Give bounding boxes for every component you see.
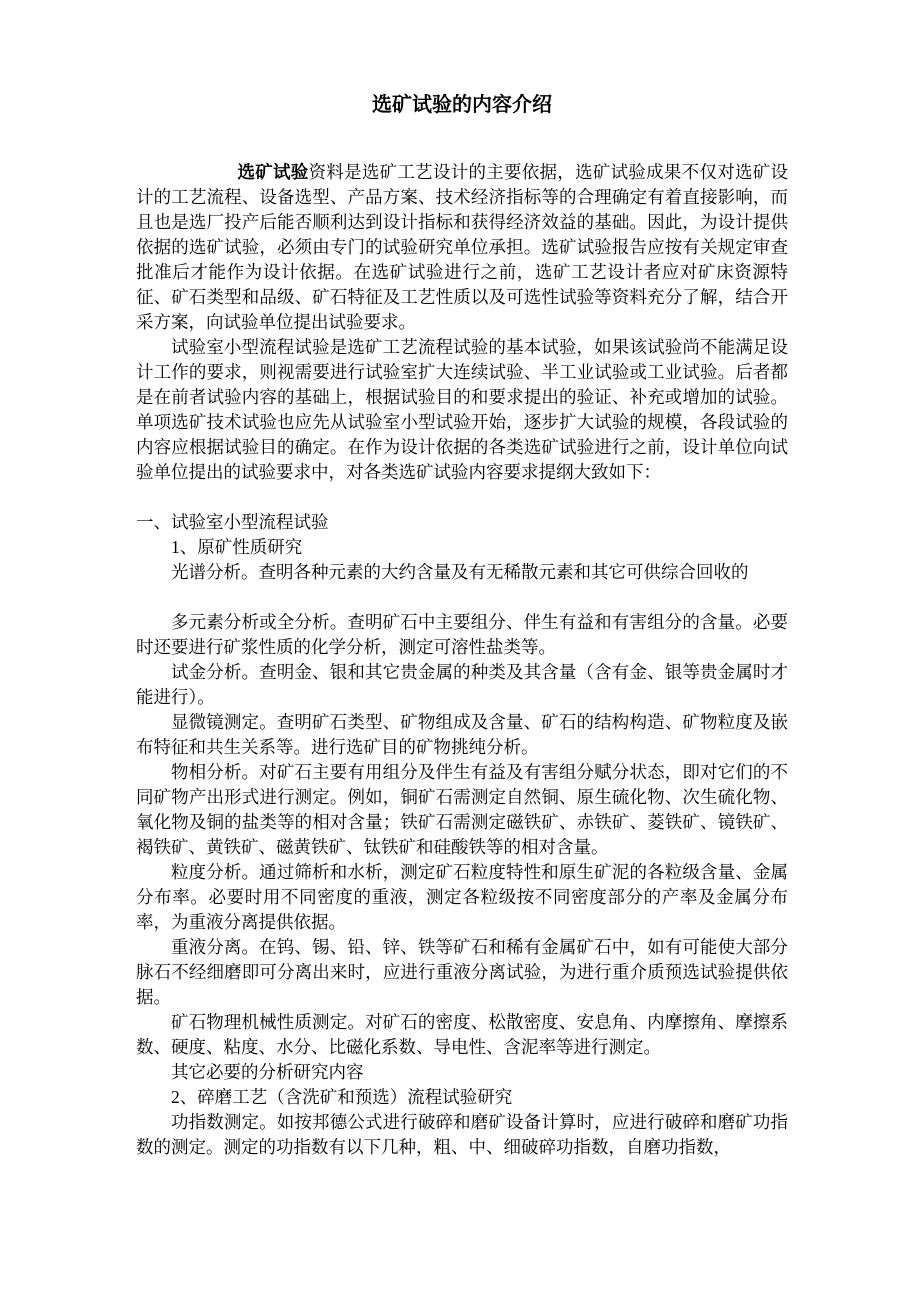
paragraph: 试验室小型流程试验是选矿工艺流程试验的基本试验，如果该试验尚不能满足设计工作的要求，则视需要进行试验室扩大连续试验、半工业试验或工业试验。后者都是在前者试验内容的基础上，根据试验目的和要求提出的验证、补充或增加的试验。单项选矿技术试验也应先从试验室小型试验开始，逐步扩大试验的规模，各段试验的内容应根据试验目的确定。在作为设计依据的各类选矿试验进行之前，设计单位向试验单位提出的试验要求中，对各类选矿试验内容要求提纲大致如下：: [136, 337, 788, 482]
blank-line: [136, 485, 788, 510]
paragraph: 重液分离。在钨、锡、铅、锌、铁等矿石和稀有金属矿石中，如有可能使大部分脉石不经细磨即可分离出来时，应进行重液分离试验，为进行重介质预选试验提供依据。: [136, 937, 788, 1007]
blank-line: [136, 585, 788, 610]
paragraph: 矿石物理机械性质测定。对矿石的密度、松散密度、安息角、内摩擦角、摩擦系数、硬度、粘度、水分、比磁化系数、导电性、含泥率等进行测定。: [136, 1012, 788, 1057]
paragraph: 一、试验室小型流程试验: [136, 512, 329, 532]
paragraph: 其它必要的分析研究内容: [171, 1062, 364, 1082]
paragraph-bold-lead: 选矿试验: [237, 162, 309, 182]
paragraph: 1、原矿性质研究: [171, 537, 303, 557]
paragraph: 试金分析。查明金、银和其它贵金属的种类及其含量（含有金、银等贵金属时才能进行）。: [136, 662, 788, 707]
paragraph: 多元素分析或全分析。查明矿石中主要组分、伴生有益和有害组分的含量。必要时还要进行矿浆性质的化学分析，测定可溶性盐类等。: [136, 612, 788, 657]
paragraph: 粒度分析。通过筛析和水析，测定矿石粒度特性和原生矿泥的各粒级含量、金属分布率。必要时用不同密度的重液，测定各粒级按不同密度部分的产率及金属分布率，为重液分离提供依据。: [136, 862, 788, 932]
paragraph: 物相分析。对矿石主要有用组分及伴生有益及有害组分赋分状态，即对它们的不同矿物产出形式进行测定。例如，铜矿石需测定自然铜、原生硫化物、次生硫化物、氧化物及铜的盐类等的相对含量；铁矿石需测定磁铁矿、赤铁矿、菱铁矿、镜铁矿、褐铁矿、黄铁矿、磁黄铁矿、钛铁矿和硅酸铁等的相对含量。: [136, 762, 788, 857]
paragraph-text: 资料是选矿工艺设计的主要依据，选矿试验成果不仅对选矿设计的工艺流程、设备选型、产品方案、技术经济指标等的合理确定有着直接影响，而且也是选厂投产后能否顺利达到设计指标和获得经济效益的基础。因此，为设计提供依据的选矿试验，必须由专门的试验研究单位承担。选矿试验报告应按有关规定审查批准后才能作为设计依据。在选矿试验进行之前，选矿工艺设计者应对矿床资源特征、矿石类型和品级、矿石特征及工艺性质以及可选性试验等资料充分了解，结合开采方案，向试验单位提出试验要求。: [136, 162, 789, 332]
document-body: [136, 160, 788, 1160]
paragraph: 光谱分析。查明各种元素的大约含量及有无稀散元素和其它可供综合回收的: [171, 562, 749, 582]
document-title: 选矿试验的内容介绍: [372, 94, 552, 116]
paragraph: 功指数测定。如按邦德公式进行破碎和磨矿设备计算时，应进行破碎和磨矿功指数的测定。测定的功指数有以下几种，粗、中、细破碎功指数，自磨功指数，: [136, 1112, 788, 1157]
paragraph: 2、碎磨工艺（含洗矿和预选）流程试验研究: [171, 1087, 513, 1107]
paragraph: [136, 160, 788, 335]
paragraph: 显微镜测定。查明矿石类型、矿物组成及含量、矿石的结构构造、矿物粒度及嵌布特征和共生关系等。进行选矿目的矿物挑纯分析。: [136, 712, 788, 757]
